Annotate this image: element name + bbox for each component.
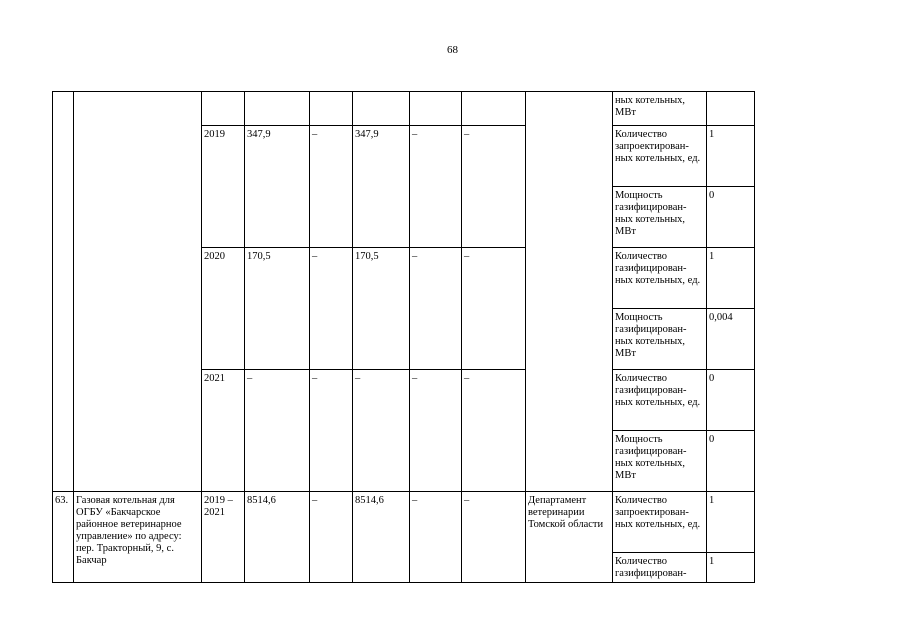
cell-executor: Департамент ветеринарии Томской области: [526, 492, 613, 583]
cell-indicator: Количество газифицирован-ных котельных, ед.: [613, 248, 707, 309]
cell-other: –: [462, 492, 526, 583]
cell-federal: [310, 92, 353, 126]
cell-municipal: –: [410, 248, 462, 370]
cell-indicator-value: 0: [707, 187, 755, 248]
cell-indicator-value: 1: [707, 126, 755, 187]
cell-year: 2019 – 2021: [202, 492, 245, 583]
cell-federal: –: [310, 492, 353, 583]
cell-indicator: ных котельных, МВт: [613, 92, 707, 126]
cell-regional: 347,9: [353, 126, 410, 248]
table-row: [53, 92, 755, 126]
table-row: [53, 492, 755, 553]
cell-total: 170,5: [245, 248, 310, 370]
cell-year: 2020: [202, 248, 245, 370]
cell-indicator-value: 1: [707, 553, 755, 583]
cell-object-name: [74, 92, 202, 492]
program-table: [52, 91, 755, 583]
cell-year: 2021: [202, 370, 245, 492]
cell-total: –: [245, 370, 310, 492]
cell-municipal: [410, 92, 462, 126]
cell-indicator-value: 0: [707, 431, 755, 492]
cell-regional: 8514,6: [353, 492, 410, 583]
cell-municipal: –: [410, 370, 462, 492]
cell-year: [202, 92, 245, 126]
cell-other: –: [462, 370, 526, 492]
cell-other: –: [462, 248, 526, 370]
cell-regional: [353, 92, 410, 126]
cell-object-name: Газовая котельная для ОГБУ «Бакчарское районное ветеринарное управление» по адресу: пер. Тракторный, 9, с. Бакчар: [74, 492, 202, 583]
cell-total: 347,9: [245, 126, 310, 248]
cell-federal: –: [310, 370, 353, 492]
cell-municipal: –: [410, 492, 462, 583]
cell-indicator-value: 0,004: [707, 309, 755, 370]
cell-other: –: [462, 126, 526, 248]
cell-indicator: Количество запроектирован-ных котельных, ед.: [613, 126, 707, 187]
cell-indicator-value: 0: [707, 370, 755, 431]
cell-regional: –: [353, 370, 410, 492]
cell-federal: –: [310, 248, 353, 370]
cell-indicator: Количество запроектирован-ных котельных, ед.: [613, 492, 707, 553]
cell-federal: –: [310, 126, 353, 248]
cell-executor: [526, 92, 613, 492]
cell-indicator: Количество газифицирован-: [613, 553, 707, 583]
page-number: 68: [447, 44, 458, 56]
cell-total: 8514,6: [245, 492, 310, 583]
cell-indicator-value: 1: [707, 248, 755, 309]
cell-total: [245, 92, 310, 126]
cell-number: [53, 92, 74, 492]
cell-indicator: Мощность газифицирован-ных котельных, МВт: [613, 187, 707, 248]
cell-municipal: –: [410, 126, 462, 248]
cell-year: 2019: [202, 126, 245, 248]
cell-number: 63.: [53, 492, 74, 583]
cell-regional: 170,5: [353, 248, 410, 370]
cell-indicator-value: 1: [707, 492, 755, 553]
cell-indicator: Мощность газифицирован-ных котельных, МВт: [613, 431, 707, 492]
cell-other: [462, 92, 526, 126]
cell-indicator: Мощность газифицирован-ных котельных, МВт: [613, 309, 707, 370]
cell-indicator: Количество газифицирован-ных котельных, ед.: [613, 370, 707, 431]
cell-indicator-value: [707, 92, 755, 126]
